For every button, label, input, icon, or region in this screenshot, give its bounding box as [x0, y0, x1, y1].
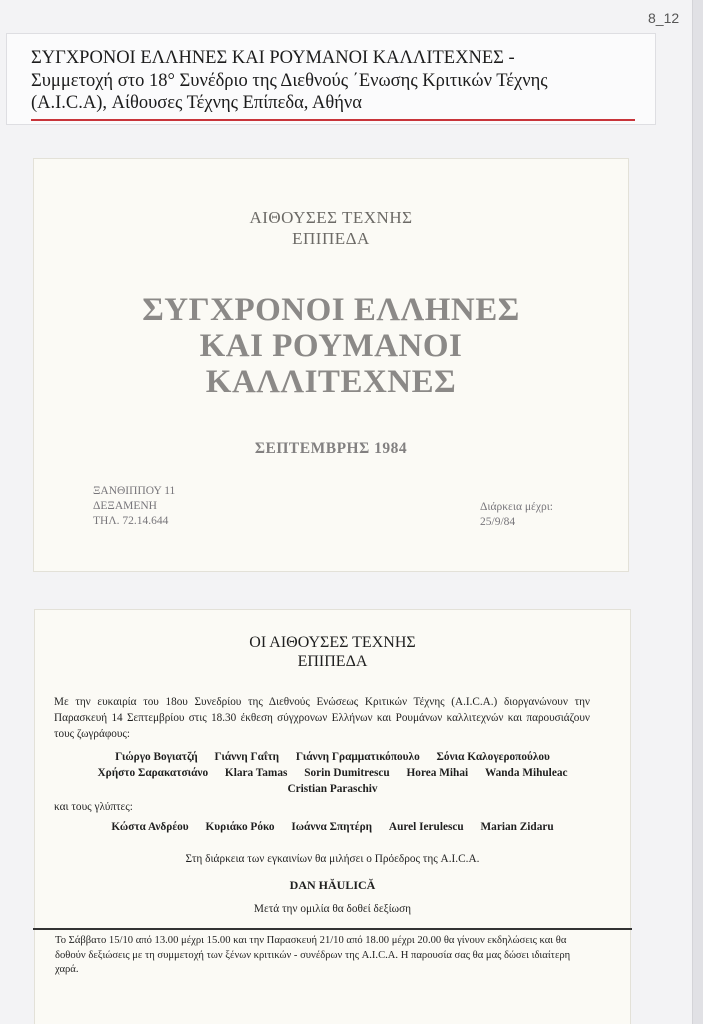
heading-line-1: ΟΙ ΑΙΘΟΥΣΕΣ ΤΕΧΝΗΣ: [249, 634, 416, 651]
speech-announcement: Στη διάρκεια των εγκαινίων θα μιλήσει ο Πρόεδρος της A.I.C.A.: [185, 853, 480, 865]
caption-subtitle: Συμμετοχή στο 18° Συνέδριο της Διεθνούς ΄Ενωσης Κριτικών Τέχνης: [31, 70, 548, 91]
title-line-1: ΣΥΓΧΡΟΝΟΙ ΕΛΛΗΝΕΣ: [142, 292, 520, 328]
divider: [33, 928, 632, 930]
artist-name: Κώστα Ανδρέου: [111, 821, 189, 833]
artist-name: Γιώργο Βογιατζή: [115, 751, 198, 763]
artist-name: Γιάννη Γραμματικόπουλο: [295, 751, 420, 763]
exhibition-duration: [480, 500, 553, 530]
caption-underline: [31, 119, 635, 121]
artist-name: Σόνια Καλογεροπούλου: [436, 751, 550, 763]
caption-text: [31, 47, 651, 115]
exhibition-title: [34, 292, 628, 400]
artist-name: Klara Tamas: [224, 767, 288, 779]
invitation-card-front: [33, 158, 629, 572]
artist-name: Aurel Ierulescu: [388, 821, 464, 833]
painters-row-1: [35, 751, 630, 763]
title-line-2: ΚΑΙ ΡΟΥΜΑΝΟΙ: [199, 328, 463, 364]
invitation-card-text: [34, 609, 631, 1024]
page-edge: [692, 0, 703, 1024]
heading-line-2: ΕΠΙΠΕΔΑ: [297, 653, 368, 670]
gallery-address: [93, 484, 175, 529]
card-heading: [35, 633, 630, 671]
venue-line-2: ΕΠΙΠΕΔΑ: [292, 229, 370, 248]
artist-name: Marian Zidaru: [480, 821, 554, 833]
intro-paragraph: Με την ευκαιρία του 18ου Συνεδρίου της Διεθνούς Ενώσεως Κριτικών Τέχνης (A.I.C.A.) διοργανώνουν την Παρασκευή 14 Σεπτεμβρίου στις 18.30 έκθεση σύγχρονων Ελλήνων και Ρουμάνων καλλιτεχνών και παρουσιάζουν τους ζωγράφους:: [54, 696, 590, 740]
artist-name: Cristian Paraschiv: [287, 783, 378, 795]
address-line-2: ΔΕΞΑΜΕΝΗ: [93, 500, 157, 512]
title-line-3: ΚΑΛΛΙΤΕΧΝΕΣ: [205, 364, 457, 400]
duration-label: Διάρκεια μέχρι:: [480, 501, 553, 513]
artist-name: Γιάννη Γαΐτη: [214, 751, 280, 763]
address-line-1: ΞΑΝΘΙΠΠΟΥ 11: [93, 485, 176, 497]
painters-row-3: [35, 783, 630, 795]
caption-label: [6, 33, 656, 125]
painters-row-2: [35, 767, 630, 779]
sculptors-row: [35, 821, 630, 833]
venue-name: [34, 207, 628, 249]
page-number: 8_12: [648, 10, 680, 26]
artist-name: Χρήστο Σαρακατσιάνο: [97, 767, 209, 779]
venue-line-1: ΑΙΘΟΥΣΕΣ ΤΕΧΝΗΣ: [249, 208, 413, 227]
artist-name: Wanda Mihuleac: [484, 767, 568, 779]
caption-subtitle-2: (A.I.C.A), Αίθουσες Τέχνης Επίπεδα, Αθήνα: [31, 93, 362, 113]
footer-note: Το Σάββατο 15/10 από 13.00 μέχρι 15.00 και την Παρασκευή 21/10 από 18.00 μέχρι 20.00 θα γίνουν εκδηλώσεις και θα δοθούν δεξιώσεις με τη συμμετοχή των ξένων κριτικών - συνέδρων της A.I.C.A. Η παρουσία σας θα μας δώσει ιδιαίτερη χαρά.: [55, 935, 571, 975]
artist-name: Ιωάννα Σπητέρη: [291, 821, 373, 833]
speaker-name: DAN HĂULICĂ: [289, 878, 376, 892]
artist-name: Horea Mihai: [406, 767, 469, 779]
sculptors-label: και τους γλύπτες:: [54, 801, 133, 813]
address-line-3: ΤΗΛ. 72.14.644: [93, 515, 169, 527]
caption-title: ΣΥΓΧΡΟΝΟΙ ΕΛΛΗΝΕΣ ΚΑΙ ΡΟΥΜΑΝΟΙ ΚΑΛΛΙΤΕΧΝΕΣ -: [31, 48, 515, 68]
artist-name: Κυριάκο Ρόκο: [205, 821, 275, 833]
artist-name: Sorin Dumitrescu: [304, 767, 390, 779]
exhibition-date: ΣΕΠΤΕΜΒΡΗΣ 1984: [254, 440, 408, 457]
reception-note: Μετά την ομιλία θα δοθεί δεξίωση: [253, 903, 412, 915]
duration-value: 25/9/84: [480, 516, 516, 528]
